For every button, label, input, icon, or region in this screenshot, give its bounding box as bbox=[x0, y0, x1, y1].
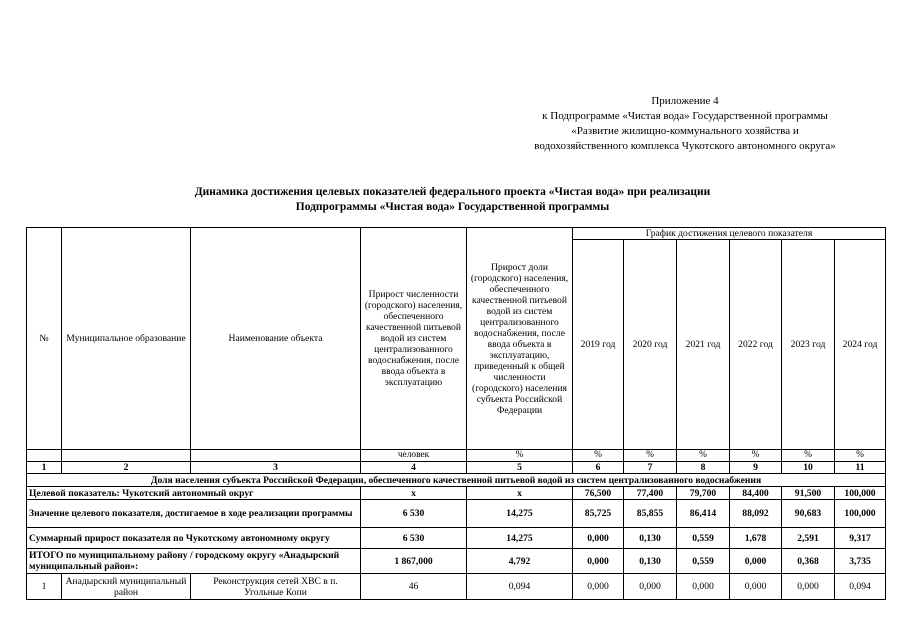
column-number: 9 bbox=[730, 462, 782, 474]
column-number: 5 bbox=[467, 462, 573, 474]
column-number: 6 bbox=[573, 462, 624, 474]
unit-cell: % bbox=[835, 450, 886, 462]
column-number: 10 bbox=[782, 462, 835, 474]
unit-cell: % bbox=[467, 450, 573, 462]
annex-line-3: «Развитие жилищно-коммунального хозяйства и bbox=[571, 125, 799, 137]
annex-line-1: Приложение 4 bbox=[651, 95, 719, 107]
header-growth-people: Прирост численности (городского) населения, обеспеченного качественной питьевой водой из систем централизованного водоснабжения, после ввода объекта в эксплуатацию bbox=[361, 228, 467, 450]
unit-cell: % bbox=[624, 450, 677, 462]
column-number: 1 bbox=[27, 462, 62, 474]
column-number: 11 bbox=[835, 462, 886, 474]
title-line-1: Динамика достижения целевых показателей федерального проекта «Чистая вода» при реализации bbox=[194, 186, 711, 198]
column-number: 4 bbox=[361, 462, 467, 474]
annex-line-4: водохозяйственного комплекса Чукотского автономного округа» bbox=[534, 140, 836, 152]
unit-cell: % bbox=[782, 450, 835, 462]
section-title: Доля населения субъекта Российской Федерации, обеспеченного качественной питьевой водой из систем централизованного водоснабжения bbox=[27, 474, 886, 487]
header-year: 2022 год bbox=[730, 240, 782, 450]
indicators-table bbox=[26, 227, 886, 600]
row-label: Целевой показатель: Чукотский автономный округ bbox=[27, 487, 361, 500]
unit-cell: % bbox=[730, 450, 782, 462]
column-number: 3 bbox=[191, 462, 361, 474]
table-row: Суммарный прирост показателя по Чукотскому автономному округу 6 530 14,275 0,000 0,130 0,559 1,678 2,591 9,317 bbox=[27, 528, 886, 549]
header-schedule: График достижения целевого показателя bbox=[573, 228, 886, 240]
header-year: 2021 год bbox=[677, 240, 730, 450]
column-number: 7 bbox=[624, 462, 677, 474]
header-growth-share: Прирост доли (городского) населения, обеспеченного качественной питьевой водой из систем централизованного водоснабжения, после ввода объекта в эксплуатацию, приведенный к общей численности (городского) населения субъекта Российской Федерации bbox=[467, 228, 573, 450]
row-object: Реконструкция сетей ХВС в п. Угольные Копи bbox=[191, 574, 361, 600]
table-row: Значение целевого показателя, достигаемое в ходе реализации программы 6 530 14,275 85,725 85,855 86,414 88,092 90,683 100,000 bbox=[27, 500, 886, 528]
row-label: ИТОГО по муниципальному району / городскому округу «Анадырский муниципальный район»: bbox=[27, 549, 361, 574]
annex-header bbox=[470, 94, 900, 154]
table-row: ИТОГО по муниципальному району / городскому округу «Анадырский муниципальный район»: 1 867,000 4,792 0,000 0,130 0,559 0,000 0,368 3,735 bbox=[27, 549, 886, 574]
row-label: Значение целевого показателя, достигаемое в ходе реализации программы bbox=[27, 500, 361, 528]
header-year: 2024 год bbox=[835, 240, 886, 450]
header-year: 2023 год bbox=[782, 240, 835, 450]
row-municipality: Анадырский муниципальный район bbox=[62, 574, 191, 600]
document-title bbox=[0, 185, 905, 215]
header-year: 2020 год bbox=[624, 240, 677, 450]
header-year: 2019 год bbox=[573, 240, 624, 450]
column-number: 2 bbox=[62, 462, 191, 474]
annex-line-2: к Подпрограмме «Чистая вода» Государственной программы bbox=[542, 110, 828, 122]
column-numbers-row bbox=[27, 462, 886, 474]
unit-cell: % bbox=[573, 450, 624, 462]
title-line-2: Подпрограммы «Чистая вода» Государственной программы bbox=[295, 201, 610, 213]
header-num: № bbox=[27, 228, 62, 450]
unit-cell: человек bbox=[361, 450, 467, 462]
table-row: Целевой показатель: Чукотский автономный округ x x 76,500 77,400 79,700 84,400 91,500 100,000 bbox=[27, 487, 886, 500]
table-row: 1 Анадырский муниципальный район Реконструкция сетей ХВС в п. Угольные Копи 46 0,094 0,000 0,000 0,000 0,000 0,000 0,094 bbox=[27, 574, 886, 600]
column-number: 8 bbox=[677, 462, 730, 474]
row-label: Суммарный прирост показателя по Чукотскому автономному округу bbox=[27, 528, 361, 549]
unit-cell: % bbox=[677, 450, 730, 462]
header-municipality: Муниципальное образование bbox=[62, 228, 191, 450]
header-object: Наименование объекта bbox=[191, 228, 361, 450]
